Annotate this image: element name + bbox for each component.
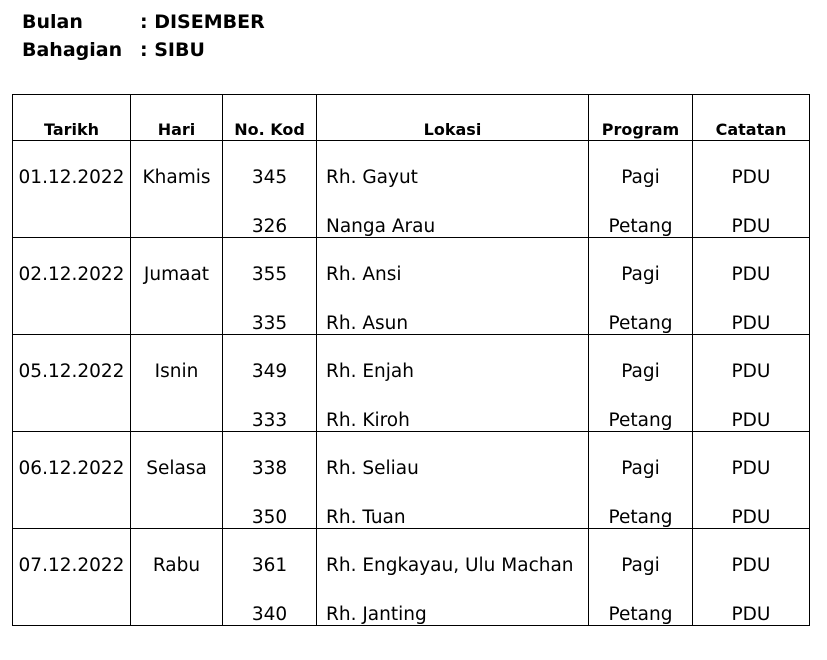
location-text: Rh. Tuan xyxy=(326,507,406,528)
location-text: Rh. Seliau xyxy=(326,458,419,479)
program-text-cell xyxy=(589,432,693,529)
program-text-cell xyxy=(589,335,693,432)
day-text-cell xyxy=(131,432,223,529)
column-header-note: Catatan xyxy=(693,95,810,141)
note-text: PDU xyxy=(731,361,771,382)
location-text: Rh. Janting xyxy=(326,604,427,625)
date-text-cell xyxy=(13,141,131,238)
table-row xyxy=(13,238,810,335)
location-text-cell xyxy=(317,238,589,335)
note-text: PDU xyxy=(731,410,771,431)
note-text: PDU xyxy=(731,216,771,237)
code-text: 338 xyxy=(251,458,288,479)
note-text: PDU xyxy=(731,458,771,479)
division-label: Bahagian xyxy=(22,39,123,61)
code-text: 326 xyxy=(251,216,288,237)
program-text: Pagi xyxy=(621,458,660,479)
column-header-day: Hari xyxy=(131,95,223,141)
day-text: Jumaat xyxy=(143,264,210,285)
location-text: Rh. Gayut xyxy=(326,167,418,188)
location-text-cell xyxy=(317,335,589,432)
day-text-cell xyxy=(131,335,223,432)
location-text: Rh. Enjah xyxy=(326,361,414,382)
column-header-code: No. Kod xyxy=(223,95,317,141)
note-text-cell xyxy=(693,238,810,335)
day-text-cell xyxy=(131,141,223,238)
program-text-cell xyxy=(589,238,693,335)
date-text: 06.12.2022 xyxy=(18,458,125,479)
date-text-cell xyxy=(13,238,131,335)
code-text: 349 xyxy=(251,361,288,382)
date-text: 05.12.2022 xyxy=(18,361,125,382)
date-text-cell xyxy=(13,529,131,626)
table-row xyxy=(13,141,810,238)
note-text-cell xyxy=(693,432,810,529)
division-value: : SIBU xyxy=(140,39,205,61)
month-label: Bulan xyxy=(22,11,83,33)
day-text: Isnin xyxy=(154,361,199,382)
program-text: Petang xyxy=(608,216,673,237)
program-text: Petang xyxy=(608,604,673,625)
code-text: 335 xyxy=(251,313,288,334)
table-header-row xyxy=(13,95,810,141)
day-text: Selasa xyxy=(146,458,207,479)
program-text-cell xyxy=(589,529,693,626)
note-text: PDU xyxy=(731,313,771,334)
table-row xyxy=(13,432,810,529)
date-text: 01.12.2022 xyxy=(18,167,125,188)
month-value: : DISEMBER xyxy=(140,11,265,33)
program-text: Pagi xyxy=(621,555,660,576)
note-text: PDU xyxy=(731,555,771,576)
program-text: Pagi xyxy=(621,361,660,382)
location-text-cell xyxy=(317,141,589,238)
program-text-cell xyxy=(589,141,693,238)
location-text: Rh. Kiroh xyxy=(326,410,410,431)
location-text: Rh. Ansi xyxy=(326,264,402,285)
column-header-program: Program xyxy=(589,95,693,141)
code-text-cell xyxy=(223,432,317,529)
table-row xyxy=(13,335,810,432)
program-text: Petang xyxy=(608,313,673,334)
note-text: PDU xyxy=(731,167,771,188)
code-text: 345 xyxy=(251,167,288,188)
location-text-cell xyxy=(317,529,589,626)
column-header-date: Tarikh xyxy=(13,95,131,141)
date-text-cell xyxy=(13,432,131,529)
code-text: 355 xyxy=(251,264,288,285)
note-text: PDU xyxy=(731,604,771,625)
code-text: 340 xyxy=(251,604,288,625)
note-text: PDU xyxy=(731,264,771,285)
date-text-cell xyxy=(13,335,131,432)
schedule-table xyxy=(12,94,810,626)
day-text: Khamis xyxy=(142,167,211,188)
program-text: Pagi xyxy=(621,167,660,188)
date-text: 07.12.2022 xyxy=(18,555,125,576)
day-text: Rabu xyxy=(152,555,201,576)
note-text-cell xyxy=(693,335,810,432)
date-text: 02.12.2022 xyxy=(18,264,125,285)
code-text: 361 xyxy=(251,555,288,576)
note-text: PDU xyxy=(731,507,771,528)
day-text-cell xyxy=(131,238,223,335)
program-text: Petang xyxy=(608,410,673,431)
program-text: Petang xyxy=(608,507,673,528)
location-text: Nanga Arau xyxy=(326,216,436,237)
column-header-location: Lokasi xyxy=(317,95,589,141)
code-text-cell xyxy=(223,529,317,626)
note-text-cell xyxy=(693,141,810,238)
location-text: Rh. Engkayau, Ulu Machan xyxy=(326,555,574,576)
location-text-cell xyxy=(317,432,589,529)
code-text-cell xyxy=(223,141,317,238)
note-text-cell xyxy=(693,529,810,626)
code-text-cell xyxy=(223,238,317,335)
code-text: 333 xyxy=(251,410,288,431)
program-text: Pagi xyxy=(621,264,660,285)
day-text-cell xyxy=(131,529,223,626)
code-text-cell xyxy=(223,335,317,432)
location-text: Rh. Asun xyxy=(326,313,409,334)
table-row xyxy=(13,529,810,626)
code-text: 350 xyxy=(251,507,288,528)
